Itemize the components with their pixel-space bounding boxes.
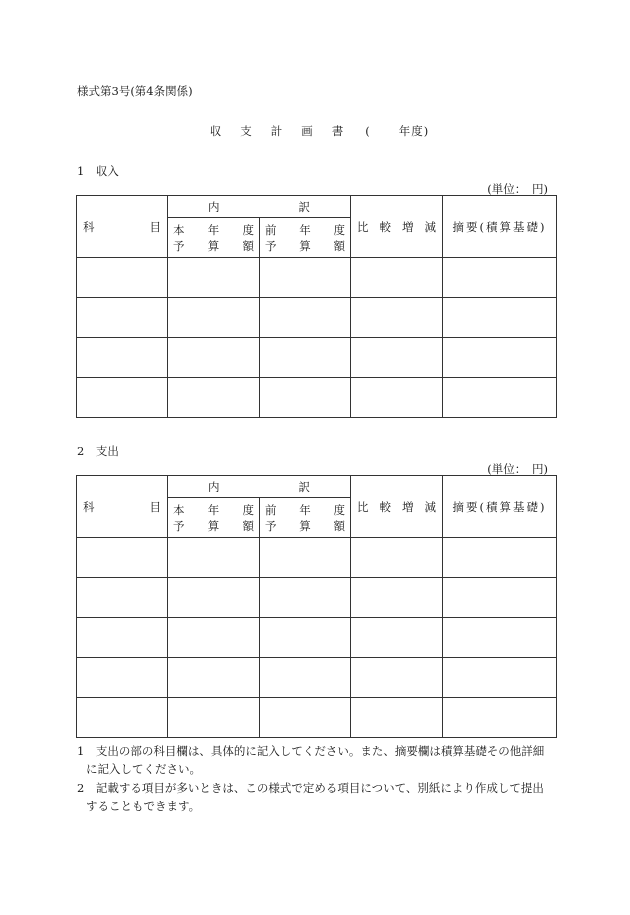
table-row <box>77 298 557 338</box>
current-year-cell[interactable] <box>168 298 260 338</box>
summary-cell[interactable] <box>443 538 557 578</box>
comparison-cell[interactable] <box>351 298 443 338</box>
subject-header: 科 目 <box>77 476 168 538</box>
current-year-cell[interactable] <box>168 578 260 618</box>
summary-cell[interactable] <box>443 258 557 298</box>
current-year-cell[interactable] <box>168 618 260 658</box>
table-row <box>77 658 557 698</box>
subject-cell[interactable] <box>77 698 168 738</box>
summary-cell[interactable] <box>443 698 557 738</box>
current-year-budget-header: 本 年 度 予 算 額 <box>168 498 260 538</box>
current-year-cell[interactable] <box>168 658 260 698</box>
comparison-cell[interactable] <box>351 378 443 418</box>
subject-cell[interactable] <box>77 538 168 578</box>
comparison-header: 比 較 増 減 <box>351 196 443 258</box>
subject-cell[interactable] <box>77 618 168 658</box>
previous-year-cell[interactable] <box>260 578 351 618</box>
table-row <box>77 378 557 418</box>
income-unit-label: (単位： 円) <box>487 182 548 196</box>
current-year-cell[interactable] <box>168 258 260 298</box>
current-year-budget-header: 本 年 度 予 算 額 <box>168 218 260 258</box>
comparison-cell[interactable] <box>351 338 443 378</box>
previous-year-cell[interactable] <box>260 658 351 698</box>
subject-cell[interactable] <box>77 578 168 618</box>
comparison-cell[interactable] <box>351 618 443 658</box>
previous-year-cell[interactable] <box>260 298 351 338</box>
income-table <box>76 195 557 418</box>
comparison-cell[interactable] <box>351 258 443 298</box>
table-row <box>77 578 557 618</box>
comparison-header: 比 較 増 減 <box>351 476 443 538</box>
note-2: 2 記載する項目が多いときは、この様式で定める項目について、別紙により作成して提出 することもできます。 <box>77 781 544 813</box>
table-row <box>77 338 557 378</box>
current-year-cell[interactable] <box>168 538 260 578</box>
previous-year-cell[interactable] <box>260 338 351 378</box>
summary-header: 摘要(積算基礎) <box>443 476 557 538</box>
comparison-cell[interactable] <box>351 578 443 618</box>
income-section-title: 1 収入 <box>77 164 119 178</box>
summary-header: 摘要(積算基礎) <box>443 196 557 258</box>
summary-cell[interactable] <box>443 658 557 698</box>
subject-cell[interactable] <box>77 258 168 298</box>
page-title: 収 支 計 画 書 ( 年度) <box>209 124 430 138</box>
subject-cell[interactable] <box>77 298 168 338</box>
expense-unit-label: (単位： 円) <box>487 462 548 476</box>
breakdown-header: 内 訳 <box>168 196 351 218</box>
table-row <box>77 258 557 298</box>
summary-cell[interactable] <box>443 298 557 338</box>
breakdown-header: 内 訳 <box>168 476 351 498</box>
previous-year-cell[interactable] <box>260 618 351 658</box>
table-row <box>77 698 557 738</box>
previous-year-cell[interactable] <box>260 698 351 738</box>
comparison-cell[interactable] <box>351 538 443 578</box>
summary-cell[interactable] <box>443 578 557 618</box>
note-1: 1 支出の部の科目欄は、具体的に記入してください。また、摘要欄は積算基礎その他詳細 に記入してください。 <box>77 744 545 776</box>
previous-year-cell[interactable] <box>260 538 351 578</box>
form-label: 様式第3号(第4条関係) <box>77 84 193 98</box>
summary-cell[interactable] <box>443 338 557 378</box>
table-row <box>77 538 557 578</box>
previous-year-cell[interactable] <box>260 258 351 298</box>
summary-cell[interactable] <box>443 378 557 418</box>
summary-cell[interactable] <box>443 618 557 658</box>
expense-section-title: 2 支出 <box>77 444 119 458</box>
subject-cell[interactable] <box>77 378 168 418</box>
current-year-cell[interactable] <box>168 338 260 378</box>
comparison-cell[interactable] <box>351 698 443 738</box>
subject-header: 科 目 <box>77 196 168 258</box>
previous-year-budget-header: 前 年 度 予 算 額 <box>260 218 351 258</box>
current-year-cell[interactable] <box>168 378 260 418</box>
expense-table <box>76 475 557 738</box>
previous-year-budget-header: 前 年 度 予 算 額 <box>260 498 351 538</box>
current-year-cell[interactable] <box>168 698 260 738</box>
subject-cell[interactable] <box>77 338 168 378</box>
previous-year-cell[interactable] <box>260 378 351 418</box>
subject-cell[interactable] <box>77 658 168 698</box>
table-row <box>77 618 557 658</box>
comparison-cell[interactable] <box>351 658 443 698</box>
